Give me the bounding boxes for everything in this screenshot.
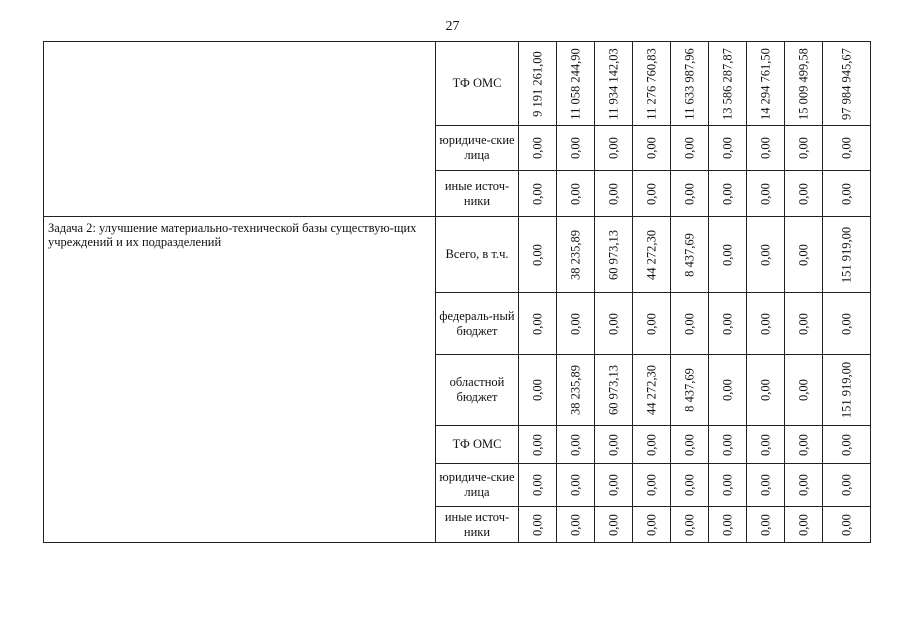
amount-cell [709, 293, 747, 355]
amount-value: 0,00 [720, 433, 734, 456]
amount-cell [633, 217, 671, 293]
amount-value: 0,00 [720, 474, 734, 496]
amount-value: 44 272,30 [644, 365, 658, 415]
funding-source-label: Всего, в т.ч. [436, 217, 519, 293]
amount-value: 11 276 760,83 [644, 47, 658, 120]
funding-source-label: иные источ-ники [436, 171, 519, 217]
amount-value: 0,00 [568, 312, 582, 335]
amount-value: 0,00 [606, 433, 620, 456]
amount-value: 0,00 [644, 312, 658, 335]
amount-cell [671, 293, 709, 355]
amount-cell [785, 464, 823, 507]
amount-value: 0,00 [758, 433, 772, 456]
amount-cell [785, 217, 823, 293]
amount-cell [633, 293, 671, 355]
amount-value: 0,00 [530, 379, 544, 401]
amount-value: 0,00 [796, 137, 810, 159]
amount-cell [595, 464, 633, 507]
amount-value: 60 973,13 [606, 229, 620, 280]
amount-value: 0,00 [682, 312, 696, 335]
amount-cell [709, 171, 747, 217]
amount-value: 0,00 [530, 137, 544, 159]
amount-value: 0,00 [796, 379, 810, 401]
amount-value: 0,00 [530, 474, 544, 496]
amount-cell [671, 171, 709, 217]
amount-value: 0,00 [606, 137, 620, 159]
amount-value: 60 973,13 [606, 365, 620, 415]
amount-cell [747, 426, 785, 464]
amount-value: 0,00 [606, 513, 620, 536]
amount-value: 0,00 [796, 182, 810, 205]
amount-value: 0,00 [530, 243, 544, 266]
amount-cell [519, 171, 557, 217]
amount-cell [709, 507, 747, 543]
amount-cell [671, 217, 709, 293]
amount-value: 0,00 [644, 137, 658, 159]
amount-cell [557, 126, 595, 171]
funding-source-label: юридиче-ские лица [436, 464, 519, 507]
amount-cell [595, 293, 633, 355]
amount-cell [557, 464, 595, 507]
amount-value: 0,00 [758, 379, 772, 401]
amount-value: 0,00 [758, 474, 772, 496]
funding-source-label: ТФ ОМС [436, 42, 519, 126]
amount-cell [557, 171, 595, 217]
amount-value: 0,00 [530, 312, 544, 335]
amount-value: 0,00 [796, 513, 810, 536]
amount-cell [747, 126, 785, 171]
amount-value: 0,00 [839, 312, 853, 335]
amount-cell [823, 42, 871, 126]
amount-value: 0,00 [720, 312, 734, 335]
amount-cell [747, 42, 785, 126]
amount-cell [557, 426, 595, 464]
amount-value: 38 235,89 [568, 365, 582, 415]
amount-value: 8 437,69 [682, 368, 696, 412]
amount-cell [595, 126, 633, 171]
amount-cell [557, 507, 595, 543]
amount-cell [785, 171, 823, 217]
amount-value: 0,00 [796, 312, 810, 335]
amount-value: 0,00 [530, 182, 544, 205]
amount-value: 0,00 [796, 474, 810, 496]
amount-value: 9 191 261,00 [530, 50, 544, 117]
amount-cell [519, 217, 557, 293]
amount-cell [633, 42, 671, 126]
amount-cell [823, 293, 871, 355]
amount-value: 14 294 761,50 [758, 47, 772, 120]
amount-value: 0,00 [758, 137, 772, 159]
amount-value: 0,00 [796, 433, 810, 456]
amount-cell [557, 355, 595, 426]
amount-value: 0,00 [720, 182, 734, 205]
amount-value: 0,00 [682, 182, 696, 205]
amount-cell [595, 426, 633, 464]
amount-cell [823, 171, 871, 217]
amount-cell [747, 217, 785, 293]
amount-cell [709, 426, 747, 464]
amount-cell [519, 42, 557, 126]
amount-value: 8 437,69 [682, 232, 696, 277]
amount-value: 38 235,89 [568, 229, 582, 280]
amount-cell [519, 507, 557, 543]
amount-cell [785, 293, 823, 355]
amount-value: 0,00 [682, 513, 696, 536]
amount-value: 0,00 [644, 433, 658, 456]
amount-cell [785, 426, 823, 464]
amount-value: 0,00 [720, 513, 734, 536]
amount-value: 11 633 987,96 [682, 47, 696, 120]
amount-cell [709, 126, 747, 171]
amount-value: 13 586 287,87 [720, 47, 734, 120]
amount-cell [747, 293, 785, 355]
amount-value: 0,00 [568, 433, 582, 456]
amount-cell [785, 42, 823, 126]
task-cell-previous [44, 42, 436, 217]
amount-cell [747, 355, 785, 426]
amount-value: 151 919,00 [839, 361, 853, 419]
table-row [44, 217, 871, 293]
amount-cell [823, 507, 871, 543]
amount-cell [595, 171, 633, 217]
amount-cell [709, 355, 747, 426]
amount-value: 0,00 [568, 137, 582, 159]
amount-cell [595, 507, 633, 543]
amount-cell [671, 355, 709, 426]
amount-value: 15 009 499,58 [796, 47, 810, 120]
amount-cell [633, 426, 671, 464]
amount-value: 0,00 [682, 137, 696, 159]
amount-value: 0,00 [839, 137, 853, 159]
amount-value: 0,00 [644, 474, 658, 496]
page-number: 27 [445, 19, 460, 34]
amount-cell [747, 171, 785, 217]
amount-value: 44 272,30 [644, 229, 658, 280]
amount-cell [519, 464, 557, 507]
amount-cell [671, 126, 709, 171]
amount-cell [671, 464, 709, 507]
amount-value: 97 984 945,67 [839, 47, 853, 120]
amount-cell [709, 42, 747, 126]
amount-cell [671, 507, 709, 543]
amount-cell [557, 293, 595, 355]
amount-value: 0,00 [682, 474, 696, 496]
amount-value: 0,00 [758, 312, 772, 335]
amount-cell [633, 126, 671, 171]
funding-source-label: юридиче-ские лица [436, 126, 519, 171]
amount-cell [633, 464, 671, 507]
amount-cell [709, 464, 747, 507]
amount-cell [633, 507, 671, 543]
amount-value: 0,00 [720, 137, 734, 159]
funding-source-label: ТФ ОМС [436, 426, 519, 464]
amount-cell [633, 355, 671, 426]
amount-cell [823, 355, 871, 426]
amount-value: 0,00 [568, 474, 582, 496]
task-2-description: Задача 2: улучшение материально-технической базы существую-щих учреждений и их подразделений [44, 217, 436, 543]
amount-value: 11 058 244,90 [568, 47, 582, 120]
amount-cell [519, 126, 557, 171]
amount-cell [785, 355, 823, 426]
amount-value: 0,00 [568, 182, 582, 205]
amount-cell [747, 464, 785, 507]
amount-value: 0,00 [606, 182, 620, 205]
amount-cell [823, 126, 871, 171]
amount-value: 0,00 [644, 513, 658, 536]
amount-value: 0,00 [720, 243, 734, 266]
amount-cell [823, 464, 871, 507]
amount-cell [519, 355, 557, 426]
amount-value: 0,00 [839, 182, 853, 205]
amount-cell [595, 42, 633, 126]
amount-cell [595, 355, 633, 426]
amount-value: 151 919,00 [839, 226, 853, 283]
financing-table [43, 41, 871, 543]
funding-source-label: федераль-ный бюджет [436, 293, 519, 355]
table-row [44, 42, 871, 126]
amount-value: 0,00 [839, 513, 853, 536]
amount-value: 0,00 [796, 243, 810, 266]
amount-value: 0,00 [720, 379, 734, 401]
amount-value: 0,00 [839, 474, 853, 496]
amount-cell [785, 126, 823, 171]
amount-cell [823, 426, 871, 464]
funding-source-label: областной бюджет [436, 355, 519, 426]
amount-value: 0,00 [758, 243, 772, 266]
amount-value: 0,00 [606, 312, 620, 335]
funding-source-label: иные источ-ники [436, 507, 519, 543]
amount-cell [671, 42, 709, 126]
amount-cell [823, 217, 871, 293]
amount-value: 0,00 [758, 182, 772, 205]
amount-value: 11 934 142,03 [606, 47, 620, 120]
amount-value: 0,00 [606, 474, 620, 496]
amount-cell [747, 507, 785, 543]
amount-cell [519, 426, 557, 464]
amount-cell [557, 217, 595, 293]
amount-cell [709, 217, 747, 293]
table-body [44, 42, 871, 543]
amount-value: 0,00 [530, 433, 544, 456]
amount-value: 0,00 [839, 433, 853, 456]
amount-value: 0,00 [568, 513, 582, 536]
amount-cell [633, 171, 671, 217]
amount-cell [557, 42, 595, 126]
amount-value: 0,00 [530, 513, 544, 536]
amount-cell [519, 293, 557, 355]
amount-cell [595, 217, 633, 293]
amount-value: 0,00 [644, 182, 658, 205]
amount-cell [785, 507, 823, 543]
amount-value: 0,00 [758, 513, 772, 536]
amount-cell [671, 426, 709, 464]
amount-value: 0,00 [682, 433, 696, 456]
